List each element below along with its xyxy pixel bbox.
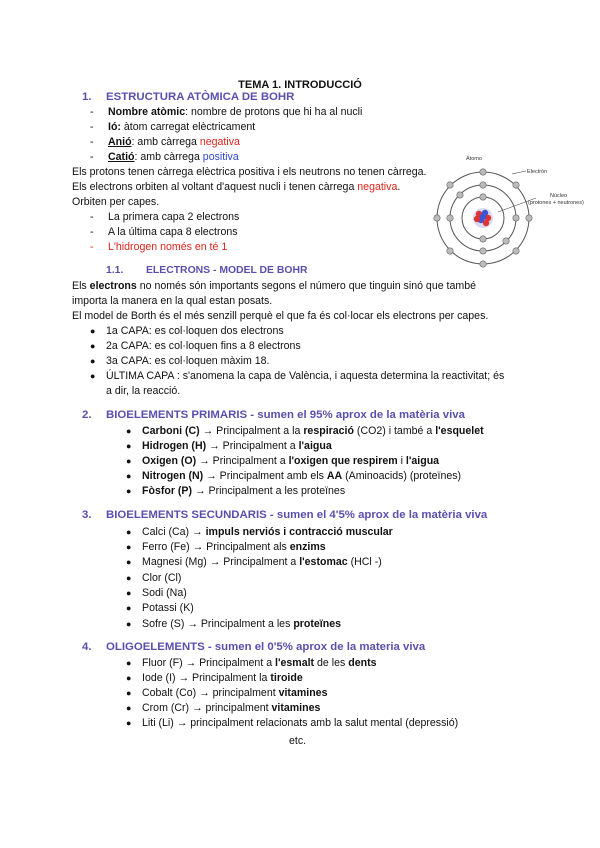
- list-item: ● Oxigen (O) → Principalment a l'oxigen que respirem i l'aigua: [126, 455, 440, 467]
- list-item: ● Cobalt (Co) → principalment vitamines: [126, 687, 328, 699]
- list-item: ● 1a CAPA: es col·loquen dos electrons: [90, 325, 284, 337]
- paragraph: Els electrons orbiten al voltant d'aquest nucli i tenen càrrega negativa.: [72, 181, 401, 193]
- list-item: ● Calci (Ca) → impuls nerviós i contracció muscular: [126, 526, 393, 538]
- section-1-1-heading: 1.1. ELECTRONS - MODEL DE BOHR: [106, 265, 308, 276]
- electron-label: Electrón: [527, 169, 548, 175]
- bohr-atom-diagram: [426, 154, 600, 272]
- list-item: - L'hidrogen només en té 1: [90, 241, 228, 253]
- list-item: - Ió: àtom carregat elèctricament: [90, 121, 256, 133]
- list-item: ● Sofre (S) → Principalment a les proteïnes: [126, 618, 341, 630]
- section-2-heading: 2. BIOELEMENTS PRIMARIS - sumen el 95% aprox de la matèria viva: [82, 409, 465, 421]
- list-item: - Anió: amb càrrega negativa: [90, 136, 240, 148]
- nucleus: [473, 208, 493, 228]
- list-item: ● Carboni (C) → Principalment a la respiració (CO2) i també a l'esquelet: [126, 425, 484, 437]
- list-item: ● Fluor (F) → Principalment a l'esmalt de les dents: [126, 657, 377, 669]
- list-item: ● Liti (Li) → principalment relacionats amb la salut mental (depressió): [126, 717, 459, 729]
- section-3-heading: 3. BIOELEMENTS SECUNDARIS - sumen el 4'5% aprox de la matèria viva: [82, 509, 488, 521]
- list-item: ● Potassi (K): [126, 602, 194, 614]
- list-item: - La primera capa 2 electrons: [90, 211, 240, 223]
- list-item-continuation: a dir, la reacció.: [106, 385, 181, 397]
- etc-text: etc.: [289, 735, 307, 747]
- list-item: - Nombre atòmic: nombre de protons que hi ha al nucli: [90, 106, 363, 118]
- section-1-heading: 1. ESTRUCTURA ATÒMICA DE BOHR: [82, 91, 295, 103]
- list-item: ● ÚLTIMA CAPA : s'anomena la capa de València, i aquesta determina la reactivitat; és: [90, 370, 505, 382]
- nucleus-label: Núcleo: [550, 193, 568, 199]
- list-item: ● Nitrogen (N) → Principalment amb els AA (Aminoacids) (proteïnes): [126, 470, 462, 482]
- list-item: - Catió: amb càrrega positiva: [90, 151, 239, 163]
- list-item: - A la última capa 8 electrons: [90, 226, 238, 238]
- nucleus-sublabel: (protones + neutrones): [528, 200, 584, 206]
- paragraph: Els protons tenen càrrega elèctrica positiva i els neutrons no tenen càrrega.: [72, 166, 427, 178]
- paragraph: Els electrons no només són importants segons el número que tinguin sinó que també: [72, 280, 476, 292]
- section-4-heading: 4. OLIGOELEMENTS - sumen el 0'5% aprox de la materia viva: [82, 641, 426, 653]
- list-item: ● Crom (Cr) → principalment vitamines: [126, 702, 321, 714]
- atom-label: Átomo: [466, 156, 482, 162]
- list-item: ● 2a CAPA: es col·loquen fins a 8 electrons: [90, 340, 301, 352]
- paragraph: importa la manera en la qual estan posats.: [72, 295, 273, 307]
- list-item: ● Sodi (Na): [126, 587, 187, 599]
- list-item: ● Fòsfor (P) → Principalment a les proteïnes: [126, 485, 346, 497]
- list-item: ● Iode (I) → Principalment la tiroide: [126, 672, 303, 684]
- paragraph: El model de Borth és el més senzill perquè el que fa és col·locar els electrons per capes.: [72, 310, 489, 322]
- list-item: ● Hidrogen (H) → Principalment a l'aigua: [126, 440, 332, 452]
- paragraph: Orbiten per capes.: [72, 196, 160, 208]
- list-item: ● Clor (Cl): [126, 572, 182, 584]
- page-title: TEMA 1. INTRODUCCIÓ: [238, 79, 362, 91]
- list-item: ● Magnesi (Mg) → Principalment a l'estomac (HCl -): [126, 556, 382, 568]
- list-item: ● 3a CAPA: es col·loquen màxim 18.: [90, 355, 270, 367]
- list-item: ● Ferro (Fe) → Principalment als enzims: [126, 541, 326, 553]
